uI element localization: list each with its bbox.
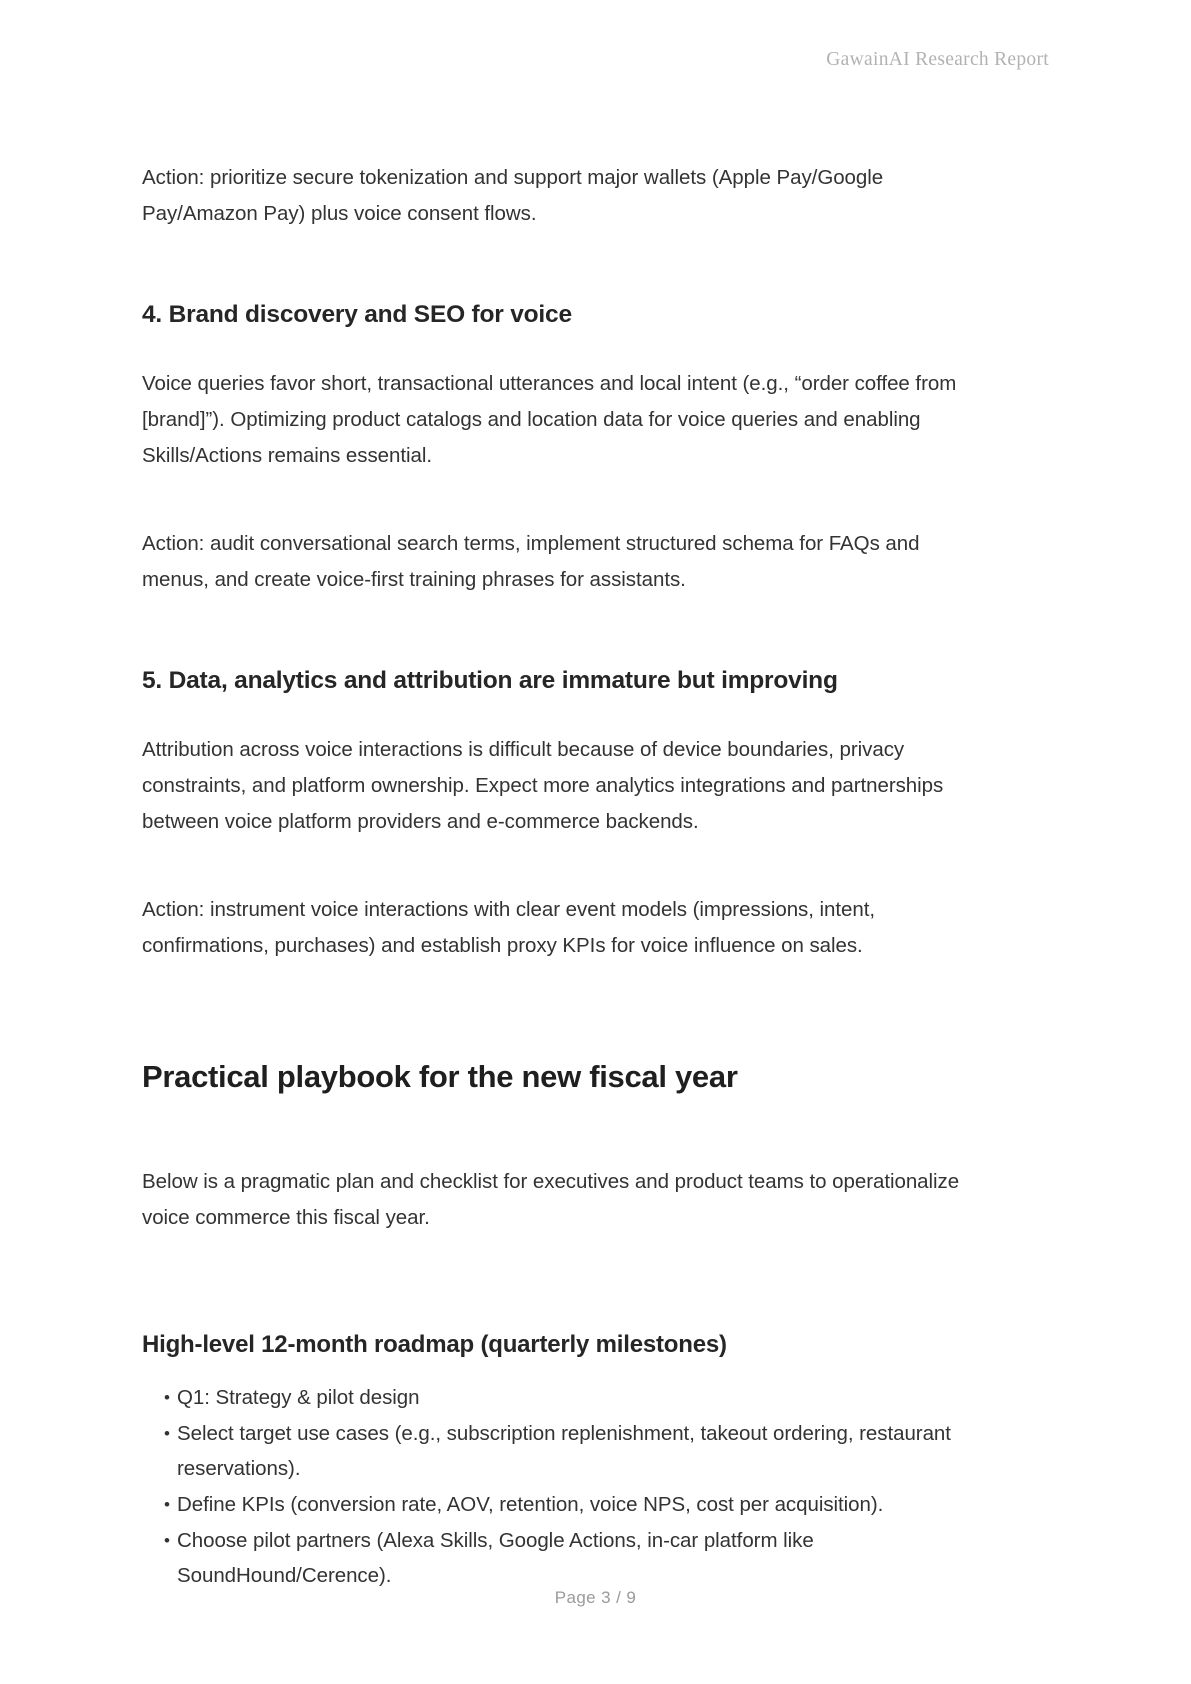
heading-brand-discovery-seo: 4. Brand discovery and SEO for voice xyxy=(142,301,572,328)
spacer xyxy=(142,1362,972,1380)
bullet-point-icon: • xyxy=(164,1531,170,1550)
roadmap-bullet-list xyxy=(142,1380,972,1593)
chapter-heading-practical-playbook: Practical playbook for the new fiscal year xyxy=(142,1059,738,1094)
heading-data-analytics-attribution: 5. Data, analytics and attribution are immature but improving xyxy=(142,667,838,694)
paragraph-section4-body: Voice queries favor short, transactional utterances and local intent (e.g., “order coffee from [brand]”). Optimizing product catalogs and location data for voice queries and enabling Skills/Actions remains essential. xyxy=(142,372,957,467)
list-item xyxy=(164,1523,972,1593)
list-item-label: Select target use cases (e.g., subscription replenishment, takeout ordering, restaurant reservations). xyxy=(177,1422,951,1480)
document-content xyxy=(142,160,972,1594)
bullet-point-icon: • xyxy=(164,1388,170,1407)
spacer xyxy=(142,474,972,526)
spacer xyxy=(142,1236,972,1328)
list-item xyxy=(164,1487,972,1522)
spacer xyxy=(142,332,972,366)
spacer xyxy=(142,698,972,732)
page-number-footer: Page 3 / 9 xyxy=(554,1588,637,1607)
sub-heading-roadmap: High-level 12-month roadmap (quarterly milestones) xyxy=(142,1331,727,1358)
spacer xyxy=(142,1098,972,1164)
paragraph-section4-action: Action: audit conversational search terms, implement structured schema for FAQs and menus, and create voice-first training phrases for assistants. xyxy=(142,532,920,591)
bullet-point-icon: • xyxy=(164,1424,170,1443)
spacer xyxy=(142,598,972,664)
paragraph-section5-action: Action: instrument voice interactions with clear event models (impressions, intent, confirmations, purchases) and establish proxy KPIs for voice influence on sales. xyxy=(142,898,876,957)
list-item-label: Q1: Strategy & pilot design xyxy=(177,1386,420,1409)
running-header-title: GawainAI Research Report xyxy=(826,49,1049,70)
list-item xyxy=(164,1416,972,1486)
paragraph-playbook-intro: Below is a pragmatic plan and checklist for executives and product teams to operationalize voice commerce this fiscal year. xyxy=(142,1170,960,1229)
list-item-label: Choose pilot partners (Alexa Skills, Google Actions, in-car platform like SoundHound/Cerence). xyxy=(177,1529,814,1587)
list-item-label: Define KPIs (conversion rate, AOV, retention, voice NPS, cost per acquisition). xyxy=(177,1493,884,1516)
bullet-point-icon: • xyxy=(164,1495,170,1514)
spacer xyxy=(142,840,972,892)
spacer xyxy=(142,964,972,1056)
list-item xyxy=(164,1380,972,1415)
paragraph-section5-body: Attribution across voice interactions is difficult because of device boundaries, privacy constraints, and platform ownership. Expect more analytics integrations and partnerships between voice platform providers and e-commerce backends. xyxy=(142,738,944,833)
paragraph-action-payments: Action: prioritize secure tokenization and support major wallets (Apple Pay/Google Pay/Amazon Pay) plus voice consent flows. xyxy=(142,166,884,225)
spacer xyxy=(142,232,972,298)
